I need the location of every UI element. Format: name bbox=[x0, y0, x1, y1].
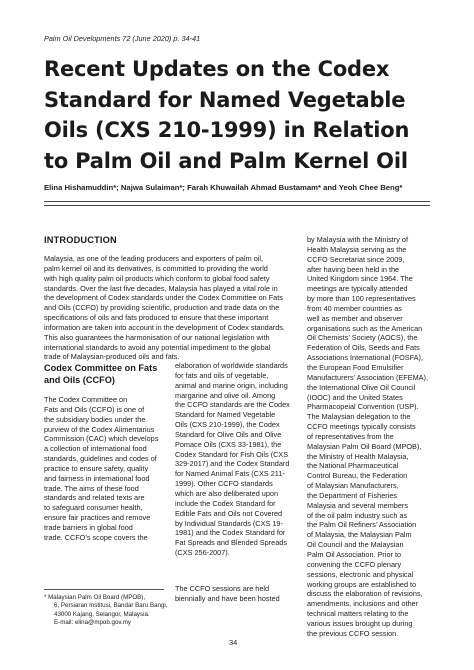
footnote-divider bbox=[44, 589, 164, 590]
text-line: international standards to avoid any potential impediment to the global bbox=[44, 342, 271, 352]
text-line: This also guarantees the harmonisation of our national legislation with bbox=[44, 332, 270, 342]
text-line: the National Pharmaceutical bbox=[307, 461, 399, 471]
text-line: information are taken into account in the development of Codex standards. bbox=[44, 322, 285, 332]
text-line: (CXS 256-2007). bbox=[175, 548, 230, 558]
text-line: The CCFO sessions are held bbox=[175, 584, 270, 593]
text-line: standards. Over the last five decades, Malaysia has played a vital role in bbox=[44, 283, 278, 293]
text-line: and fairness in international food bbox=[44, 473, 150, 483]
text-line: Oils (CXS 210-1999), the Codex bbox=[175, 420, 280, 430]
text-line: for Named Animal Fats (CXS 211- bbox=[175, 469, 285, 479]
text-line: trade. CCFO’s scope covers the bbox=[44, 532, 148, 542]
text-line: Palm Oil Association. Prior to bbox=[307, 550, 402, 559]
text-line: Control Bureau, the Federation bbox=[307, 471, 408, 481]
text-line: standards and related texts are bbox=[44, 493, 145, 503]
text-line: margarine and olive oil. Among bbox=[175, 390, 276, 400]
text-line: Oil Chemists’ Society (AOCS), the bbox=[307, 333, 418, 343]
title-line: Standard for Named Vegetable bbox=[44, 87, 406, 112]
text-line: of the oil palm industry such as bbox=[307, 510, 408, 520]
text-line: 329-2017) and the Codex Standard bbox=[175, 459, 290, 469]
text-line: standards, guidelines and codes of bbox=[44, 454, 157, 464]
introduction-paragraph bbox=[44, 254, 285, 362]
text-line: a collection of international food bbox=[44, 444, 147, 454]
text-line: the CCFO standards are the Codex bbox=[175, 400, 290, 410]
text-line: 1981) and the Codex Standard for bbox=[175, 528, 286, 538]
text-line: the International Olive Oil Council bbox=[307, 382, 416, 392]
text-line: of Malaysian Manufacturers, bbox=[307, 481, 399, 491]
footnote-line: * Malaysian Palm Oil Board (MPOB), bbox=[44, 594, 146, 601]
footnote-line: 43000 Kajang, Selangor, Malaysia. bbox=[54, 610, 150, 618]
footnote-email: E-mail: elina@mpob.gov.my bbox=[54, 619, 132, 627]
introduction-heading: INTRODUCTION bbox=[44, 235, 117, 245]
text-line: the European Food Emulsifier bbox=[307, 362, 404, 372]
text-line: Health Malaysia serving as the bbox=[307, 244, 407, 254]
text-line: discuss the elaboration of revisions, bbox=[307, 589, 423, 599]
ccfo-sessions-paragraph bbox=[175, 584, 280, 604]
text-line: palm kernel oil and its derivatives, is committed to providing the world bbox=[44, 263, 268, 273]
text-line: of Malaysia, the Malaysian Palm bbox=[307, 530, 412, 540]
text-line: trade of Malaysian-produced oils and fats. bbox=[44, 352, 180, 362]
text-line: Standard for Olive Oils and Olive bbox=[175, 429, 282, 439]
text-line: ensure fair practices and remove bbox=[44, 513, 151, 523]
text-line: Malaysia, as one of the leading producers and exporters of palm oil, bbox=[44, 254, 264, 263]
text-line: organisations such as the American bbox=[307, 323, 423, 333]
text-line: and Oils (CCFO) by providing scientific, production and trade data on the bbox=[44, 303, 280, 313]
text-line: animal and marine origin, including bbox=[175, 380, 288, 390]
text-line: CCFO Secretariat since 2009, bbox=[307, 254, 405, 264]
text-line: sessions, electronic and physical bbox=[307, 569, 414, 579]
text-line: Associations International (FOSFA), bbox=[307, 353, 423, 363]
text-line: for fats and oils of vegetable, bbox=[175, 370, 269, 380]
text-line: Codex Standard for Fish Oils (CXS bbox=[175, 449, 289, 459]
text-line: CCFO meetings typically consists bbox=[307, 422, 416, 432]
text-line: meetings are typically attended bbox=[307, 284, 408, 294]
ccfo-standards-paragraph bbox=[175, 361, 290, 558]
text-line: The Malaysian delegation to the bbox=[307, 412, 411, 422]
author-list: Elina Hishamuddin*; Najwa Sulaiman*; Farah Khuwailah Ahmad Bustamam* and Yeoh Chee Beng* bbox=[44, 183, 403, 192]
text-line: the Ministry of Health Malaysia, bbox=[307, 451, 409, 461]
text-line: specifications of oils and fats produced to ensure that these important bbox=[44, 313, 269, 323]
text-line: from 40 member countries as bbox=[307, 303, 402, 313]
text-line: practice to ensure safety, quality bbox=[44, 463, 149, 473]
text-line: by Individual Standards (CXS 19- bbox=[175, 518, 283, 528]
journal-citation: Palm Oil Developments 72 (June 2020) p. 34-41 bbox=[44, 34, 201, 43]
codex-committee-paragraph bbox=[44, 395, 158, 543]
text-line: technical matters relating to the bbox=[307, 609, 409, 619]
text-line: biennially and have been hosted bbox=[175, 593, 280, 603]
article-title bbox=[44, 54, 464, 176]
text-line: Malaysian Palm Oil Board (MPOB), bbox=[307, 441, 422, 451]
text-line: of representatives from the bbox=[307, 431, 394, 441]
text-line: Oil Council and the Malaysian bbox=[307, 540, 404, 550]
text-line: Malaysia and several members bbox=[307, 500, 408, 510]
text-line: by more than 100 representatives bbox=[307, 294, 416, 304]
text-line: the subsidiary bodies under the bbox=[44, 414, 146, 424]
title-line: Oils (CXS 210-1999) in Relation bbox=[44, 118, 410, 142]
title-line: to Palm Oil and Palm Kernel Oil bbox=[44, 148, 408, 173]
text-line: various issues brought up during bbox=[307, 618, 413, 628]
title-line: Recent Updates on the Codex bbox=[44, 57, 390, 81]
divider-bottom bbox=[44, 205, 430, 206]
text-line: Fat Spreads and Blended Spreads bbox=[175, 538, 287, 548]
text-line: Edible Fats and Oils not Covered bbox=[175, 508, 283, 518]
text-line: include the Codex Standard for bbox=[175, 498, 276, 508]
heading-line: Codex Committee on Fats bbox=[44, 363, 158, 373]
text-line: trade. The aims of these food bbox=[44, 483, 139, 493]
text-line: amendments, inclusions and other bbox=[307, 599, 419, 609]
text-line: United Kingdom since 1964. The bbox=[307, 274, 413, 284]
text-line: which are also deliberated upon bbox=[175, 488, 279, 498]
text-line: with high quality palm oil products which conform to global food safety bbox=[44, 273, 270, 283]
text-line: the previous CCFO session. bbox=[307, 628, 399, 638]
codex-committee-heading bbox=[44, 362, 157, 386]
text-line: the Palm Oil Refiners’ Association bbox=[307, 520, 417, 530]
divider-top bbox=[44, 201, 430, 202]
text-line: Manufacturers’ Association (EFEMA), bbox=[307, 372, 428, 382]
text-line: by Malaysia with the Ministry of bbox=[307, 235, 408, 244]
text-line: Standard for Named Vegetable bbox=[175, 410, 276, 420]
text-line: elaboration of worldwide standards bbox=[175, 361, 288, 370]
text-line: to safeguard consumer health, bbox=[44, 503, 143, 513]
text-line: (IOOC) and the United States bbox=[307, 392, 403, 402]
text-line: well as member and observer bbox=[307, 313, 403, 323]
text-line: Pharmacopeial Convention (USP). bbox=[307, 402, 419, 412]
page-number: 34 bbox=[229, 638, 238, 647]
text-line: the Department of Fisheries bbox=[307, 490, 398, 500]
text-line: after having been held in the bbox=[307, 264, 400, 274]
text-line: trade barriers in global food bbox=[44, 522, 133, 532]
text-line: The Codex Committee on bbox=[44, 395, 128, 404]
ccfo-delegation-paragraph bbox=[307, 235, 428, 639]
text-line: purview of the Codex Alimentarius bbox=[44, 424, 155, 434]
footnote-line: 6, Persiaran Institusi, Bandar Baru Bangi, bbox=[54, 602, 168, 610]
text-line: convening the CCFO plenary bbox=[307, 559, 402, 569]
text-line: Pomace Oils (CXS 33-1981), the bbox=[175, 439, 282, 449]
heading-line: and Oils (CCFO) bbox=[44, 375, 115, 385]
text-line: Federation of Oils, Seeds and Fats bbox=[307, 343, 420, 353]
text-line: the development of Codex standards under the Codex Committee on Fats bbox=[44, 293, 283, 303]
text-line: working groups are established to bbox=[307, 579, 417, 589]
text-line: Commission (CAC) which develops bbox=[44, 434, 159, 444]
text-line: Fats and Oils (CCFO) is one of bbox=[44, 404, 145, 414]
affiliation-footnote bbox=[44, 594, 168, 628]
text-line: 1999). Other CCFO standards bbox=[175, 479, 273, 489]
